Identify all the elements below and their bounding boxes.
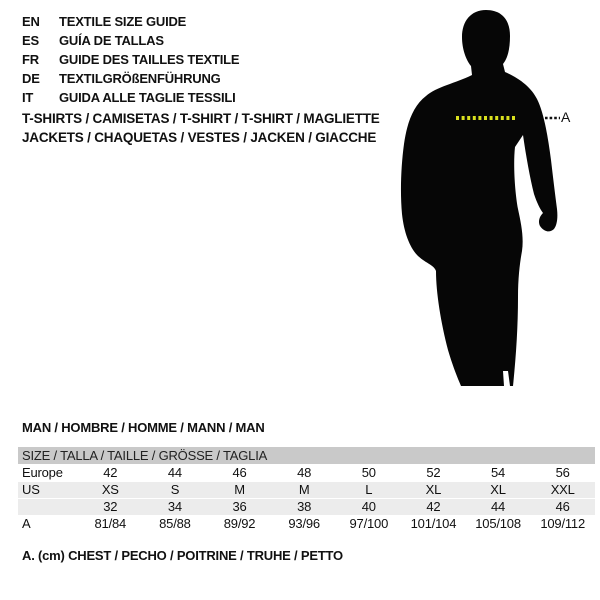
size-cell: 44 [491,499,506,514]
size-cell: 52 [426,465,441,480]
size-cell: 50 [361,465,376,480]
size-cell: 105/108 [475,516,521,531]
size-cell: 81/84 [94,516,127,531]
measurement-footnote: A. (cm) CHEST / PECHO / POITRINE / TRUHE / PETTO [22,548,343,563]
language-code: EN [22,14,40,29]
man-silhouette [401,10,557,386]
section-title-man: MAN / HOMBRE / HOMME / MANN / MAN [22,420,265,435]
size-cell: 42 [103,465,118,480]
size-cell: XS [101,482,119,497]
language-label: GUIDA ALLE TAGLIE TESSILI [59,90,236,105]
size-table-header: SIZE / TALLA / TAILLE / GRÖSSE / TAGLIA [18,447,595,464]
table-row-chest-cm [18,515,595,532]
size-table [18,447,595,532]
size-cell: 89/92 [223,516,256,531]
chest-measure-label: A [561,109,571,125]
table-row-numeric [18,498,595,515]
category-jackets: JACKETS / CHAQUETAS / VESTES / JACKEN / GIACCHE [22,130,377,145]
language-label: TEXTILE SIZE GUIDE [59,14,187,29]
size-cell: XL [490,482,506,497]
size-cell: 42 [426,499,441,514]
size-cell: XL [425,482,442,497]
size-cell: 38 [297,499,312,514]
size-cell: 32 [103,499,118,514]
row-label: US [22,482,40,497]
category-tshirts: T-SHIRTS / CAMISETAS / T-SHIRT / T-SHIRT / MAGLIETTE [22,111,380,126]
table-row-us [18,481,595,498]
language-label: TEXTILGRÖßENFÜHRUNG [59,71,221,86]
size-cell: M [298,482,310,497]
size-cell: 101/104 [410,516,457,531]
size-cell: 97/100 [349,516,389,531]
row-label: Europe [22,465,63,480]
size-cell: 40 [361,499,376,514]
language-code: ES [22,33,39,48]
size-cell: S [170,482,180,497]
size-cell: 46 [555,499,570,514]
size-cell: 93/96 [288,516,320,531]
size-cell: 85/88 [159,516,191,531]
size-cell: 109/112 [540,516,585,531]
size-cell: L [365,482,373,497]
size-cell: XXL [550,482,575,497]
row-label: A [22,516,31,531]
language-label: GUIDE DES TAILLES TEXTILE [59,52,240,67]
language-label: GUÍA DE TALLAS [59,33,164,48]
size-cell: 36 [232,499,247,514]
size-cell: M [234,482,245,497]
size-cell: 46 [232,465,247,480]
size-cell: 34 [167,499,182,514]
table-row-europe [18,464,595,481]
size-cell: 54 [491,465,506,480]
size-cell: 48 [297,465,312,480]
language-code: DE [22,71,40,86]
size-cell: 44 [167,465,182,480]
size-cell: 56 [555,465,570,480]
language-code: FR [22,52,39,67]
language-code: IT [22,90,34,105]
